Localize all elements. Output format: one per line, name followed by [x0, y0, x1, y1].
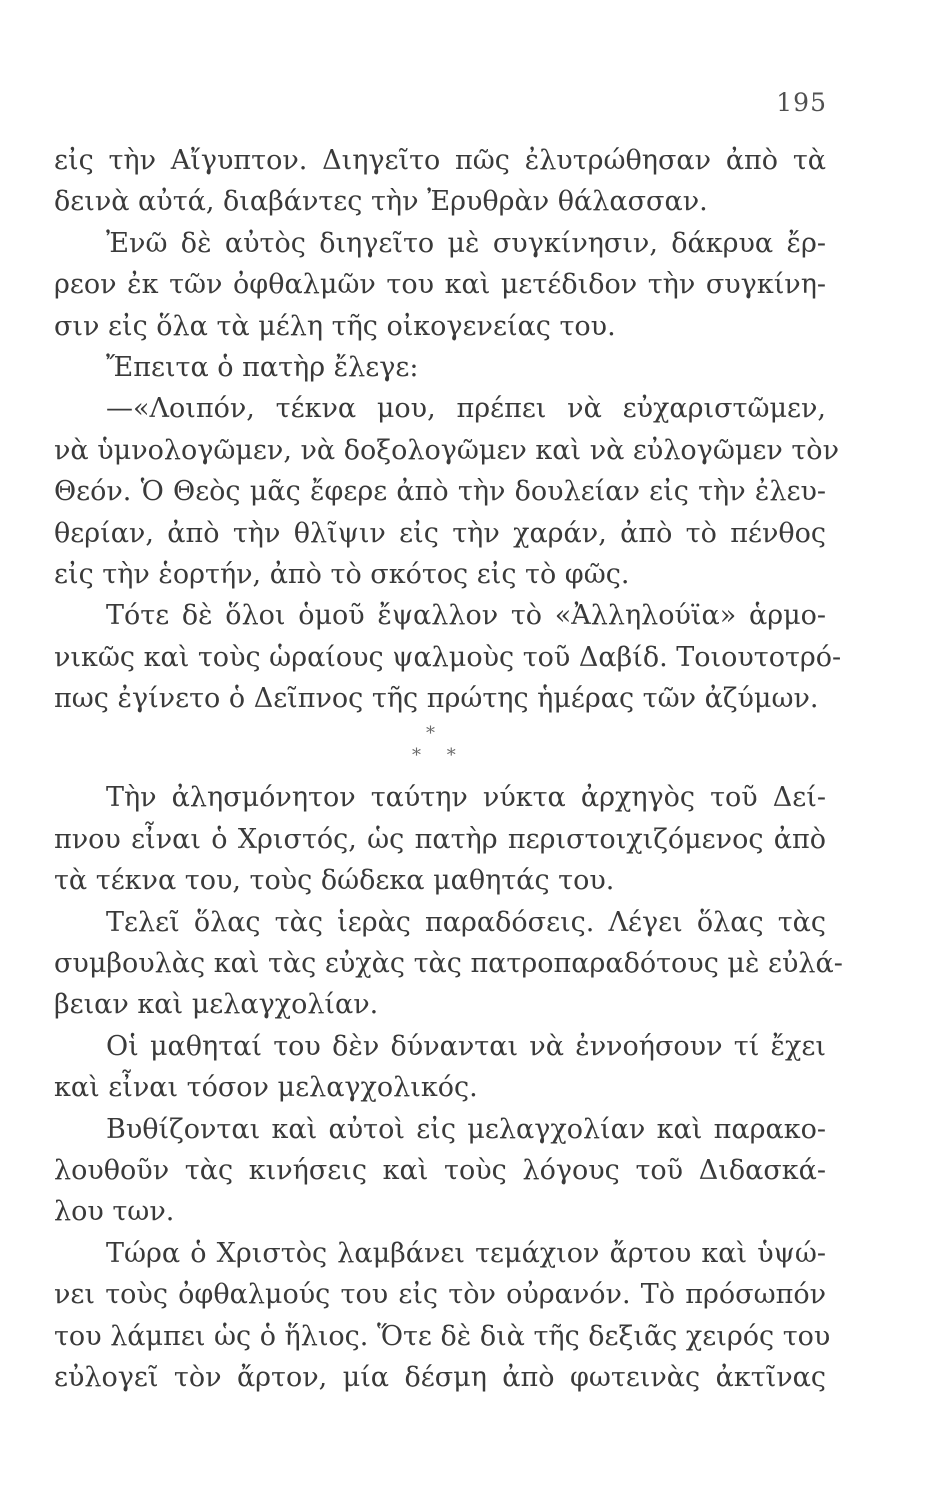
text-section-2 — [54, 777, 843, 1398]
text-line: Ἐνῶ δὲ αὐτὸς διηγεῖτο μὲ συγκίνησιν, δάκρυα ἔρ- — [106, 227, 826, 259]
text-line: βειαν καὶ μελαγχολίαν. — [54, 989, 379, 1021]
section-separator — [54, 719, 826, 777]
text-line: Βυθίζονται καὶ αὐτοὶ εἰς μελαγχολίαν καὶ παρακο- — [106, 1113, 826, 1145]
text-line: του λάμπει ὡς ὁ ἥλιος. Ὅτε δὲ διὰ τῆς δεξιᾶς χειρός του — [54, 1320, 831, 1352]
text-line: νικῶς καὶ τοὺς ὡραίους ψαλμοὺς τοῦ Δαβίδ. Τοιουτοτρό- — [54, 641, 842, 673]
text-section-1 — [54, 140, 842, 719]
separator-star-top: * — [426, 723, 435, 745]
text-line: πνου εἶναι ὁ Χριστός, ὡς πατὴρ περιστοιχιζόμενος ἀπὸ — [54, 823, 826, 855]
text-line: λου των. — [54, 1196, 175, 1228]
text-line: —«Λοιπόν, τέκνα μου, πρέπει νὰ εὐχαριστῶμεν, — [106, 393, 826, 425]
text-line: Ἔπειτα ὁ πατὴρ ἔλεγε: — [106, 351, 419, 383]
text-line: Τὴν ἀλησμόνητον ταύτην νύκτα ἀρχηγὸς τοῦ Δεί- — [106, 782, 826, 814]
text-line: λουθοῦν τὰς κινήσεις καὶ τοὺς λόγους τοῦ Διδασκά- — [54, 1154, 826, 1186]
text-line: ρεον ἐκ τῶν ὀφθαλμῶν του καὶ μετέδιδον τὴν συγκίνη- — [54, 269, 826, 301]
text-line: δεινὰ αὐτά, διαβάντες τὴν Ἐρυθρὰν θάλασσαν. — [54, 186, 708, 218]
text-line: εἰς τὴν ἑορτήν, ἀπὸ τὸ σκότος εἰς τὸ φῶς. — [54, 558, 630, 590]
text-line: καὶ εἶναι τόσον μελαγχολικός. — [54, 1072, 478, 1104]
text-line: νὰ ὑμνολογῶμεν, νὰ δοξολογῶμεν καὶ νὰ εὐλογῶμεν τὸν — [54, 434, 839, 466]
text-line: Θεόν. Ὁ Θεὸς μᾶς ἔφερε ἀπὸ τὴν δουλείαν εἰς τὴν ἐλευ- — [54, 476, 826, 508]
text-line: εὐλογεῖ τὸν ἄρτον, μία δέσμη ἀπὸ φωτεινὰς ἀκτῖνας — [54, 1361, 826, 1393]
body-text — [54, 140, 843, 1398]
text-line: συμβουλὰς καὶ τὰς εὐχὰς τὰς πατροπαραδότους μὲ εὐλά- — [54, 948, 843, 980]
text-line: σιν εἰς ὅλα τὰ μέλη τῆς οἰκογενείας του. — [54, 310, 616, 342]
text-line: Τώρα ὁ Χριστὸς λαμβάνει τεμάχιον ἄρτου καὶ ὑψώ- — [106, 1237, 826, 1269]
text-line: θερίαν, ἀπὸ τὴν θλῖψιν εἰς τὴν χαράν, ἀπὸ τὸ πένθος — [54, 517, 826, 549]
text-line: Τελεῖ ὅλας τὰς ἱερὰς παραδόσεις. Λέγει ὅλας τὰς — [106, 906, 826, 938]
text-line: τὰ τέκνα του, τοὺς δώδεκα μαθητάς του. — [54, 865, 615, 897]
text-line: νει τοὺς ὀφθαλμούς του εἰς τὸν οὐρανόν. Τὸ πρόσωπόν — [54, 1279, 826, 1311]
text-line: Οἱ μαθηταί του δὲν δύνανται νὰ ἐννοήσουν τί ἔχει — [106, 1030, 826, 1062]
text-line: εἰς τὴν Αἴγυπτον. Διηγεῖτο πῶς ἐλυτρώθησαν ἀπὸ τὰ — [54, 145, 826, 176]
text-line: πως ἐγίνετο ὁ Δεῖπνος τῆς πρώτης ἡμέρας τῶν ἀζύμων. — [54, 683, 819, 715]
text-line: Τότε δὲ ὅλοι ὁμοῦ ἔψαλλον τὸ «Ἀλληλούϊα» ἁρμο- — [106, 600, 826, 632]
separator-stars-bottom: * * — [412, 745, 466, 767]
page-number: 195 — [776, 88, 827, 117]
